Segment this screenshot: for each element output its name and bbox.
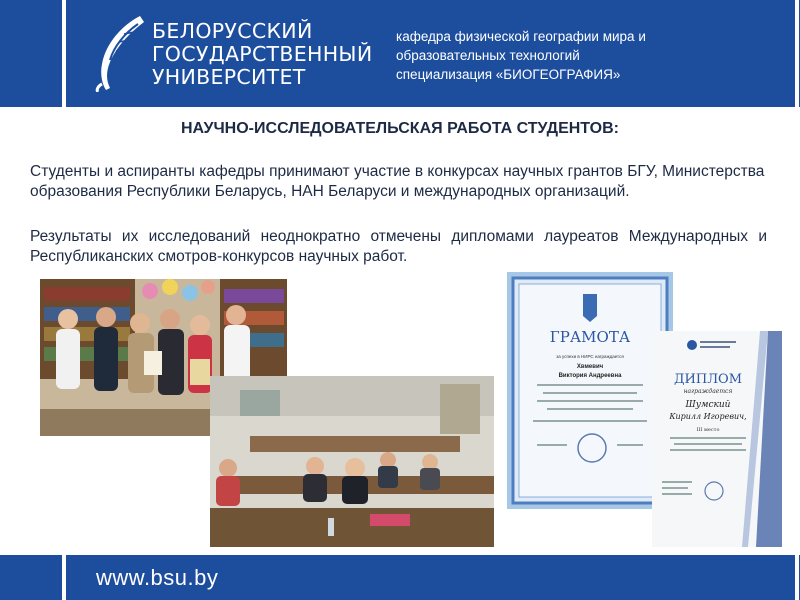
header-divider-line — [795, 0, 799, 107]
footer-band — [0, 555, 800, 600]
gramota-certificate — [507, 272, 673, 509]
footer-divider-line — [62, 555, 66, 600]
slide-title: НАУЧНО-ИССЛЕДОВАТЕЛЬСКАЯ РАБОТА СТУДЕНТОВ: — [180, 120, 619, 137]
diploma-subheading: награждается — [683, 388, 733, 395]
gramota-name: Виктория Андреевна — [558, 373, 622, 379]
university-name-line: БЕЛОРУССКИЙ — [152, 19, 313, 43]
diploma-certificate — [652, 331, 782, 547]
department-info — [396, 27, 726, 84]
university-name-line: УНИВЕРСИТЕТ — [152, 65, 306, 89]
gramota-heading: ГРАМОТА — [549, 328, 631, 346]
diploma-place: III место — [696, 427, 720, 433]
diploma-name: Кирилл Игоревич, — [669, 412, 747, 421]
seminar-photo — [210, 376, 494, 547]
university-logo[interactable] — [94, 14, 384, 94]
website-link[interactable]: www.bsu.by — [96, 565, 219, 590]
department-line: образовательных технологий — [396, 48, 580, 63]
header-band — [0, 0, 800, 107]
department-line: кафедра физической географии мира и — [396, 29, 646, 44]
university-name — [152, 20, 372, 89]
diploma-heading: ДИПЛОМ — [673, 372, 743, 387]
university-name-line: ГОСУДАРСТВЕННЫЙ — [152, 42, 373, 66]
quill-feather-icon — [94, 14, 150, 92]
body-paragraph: Результаты их исследований неоднократно отмечены дипломами лауреатов Международных и Республиканских смотров-конкурсов научных работ. — [30, 228, 767, 265]
footer-divider-line — [795, 555, 799, 600]
gramota-name: Хвмевич — [576, 364, 604, 370]
department-line: специализация «БИОГЕОГРАФИЯ» — [396, 67, 621, 82]
header-divider-line — [62, 0, 66, 107]
body-paragraph: Студенты и аспиранты кафедры принимают участие в конкурсах научных грантов БГУ, Министерства образования Республики Беларусь, НАН Беларуси и международных организаций. — [30, 163, 765, 200]
diploma-surname: Шумский — [685, 400, 731, 410]
gramota-line: за успехи в НИРС награждается — [556, 354, 624, 359]
